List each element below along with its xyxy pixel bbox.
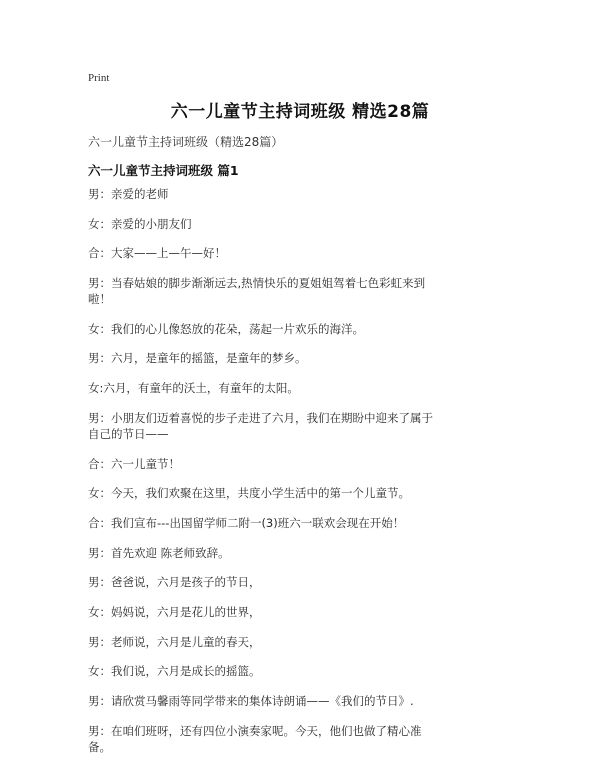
dialogue-line: 男：六月，是童年的摇篮，是童年的梦乡。	[88, 351, 307, 366]
dialogue-line: 男：爸爸说，六月是孩子的节日，	[88, 575, 261, 590]
dialogue-line: 合：六一儿童节！	[88, 456, 180, 471]
document-subtitle: 六一儿童节主持词班级（精选28篇）	[88, 135, 284, 149]
dialogue-line: 男：请欣赏马馨雨等同学带来的集体诗朗诵——《我们的节日》.	[88, 694, 414, 708]
dialogue-line: 女：我们的心儿像怒放的花朵，荡起一片欢乐的海洋。	[88, 321, 364, 336]
dialogue-line: 男：当春姑娘的脚步渐渐远去,热情快乐的夏姐姐驾着七色彩虹来到啦！	[88, 276, 426, 307]
dialogue-line: 女：今天，我们欢聚在这里，共度小学生活中的第一个儿童节。	[88, 486, 410, 501]
dialogue-line: 女：亲爱的小朋友们	[88, 216, 192, 231]
dialogue-line: 男：亲爱的老师	[88, 187, 169, 201]
dialogue-line: 男：在咱们班呀，还有四位小演奏家呢。今天，他们也做了精心准备。	[88, 723, 422, 754]
dialogue-line: 男：首先欢迎 陈老师致辞。	[88, 545, 230, 560]
dialogue-line: 男：老师说，六月是儿童的春天，	[88, 634, 261, 649]
dialogue-line: 合：大家——上—午—好！	[88, 246, 226, 261]
dialogue-line: 男：小朋友们迈着喜悦的步子走进了六月，我们在期盼中迎来了属于自己的节日——	[88, 410, 433, 441]
dialogue-line: 女：我们说，六月是成长的摇篮。	[88, 664, 261, 679]
page-title: 六一儿童节主持词班级 精选28篇	[170, 102, 430, 122]
section-heading: 六一儿童节主持词班级 篇1	[88, 163, 239, 178]
print-label: Print	[88, 72, 110, 84]
dialogue-list	[88, 186, 433, 768]
dialogue-line: 女：妈妈说，六月是花儿的世界，	[88, 604, 261, 619]
dialogue-line: 合：我们宣布---出国留学师二附一(3)班六一联欢会现在开始！	[88, 515, 405, 530]
dialogue-line: 女:六月，有童年的沃土，有童年的太阳。	[88, 381, 299, 396]
